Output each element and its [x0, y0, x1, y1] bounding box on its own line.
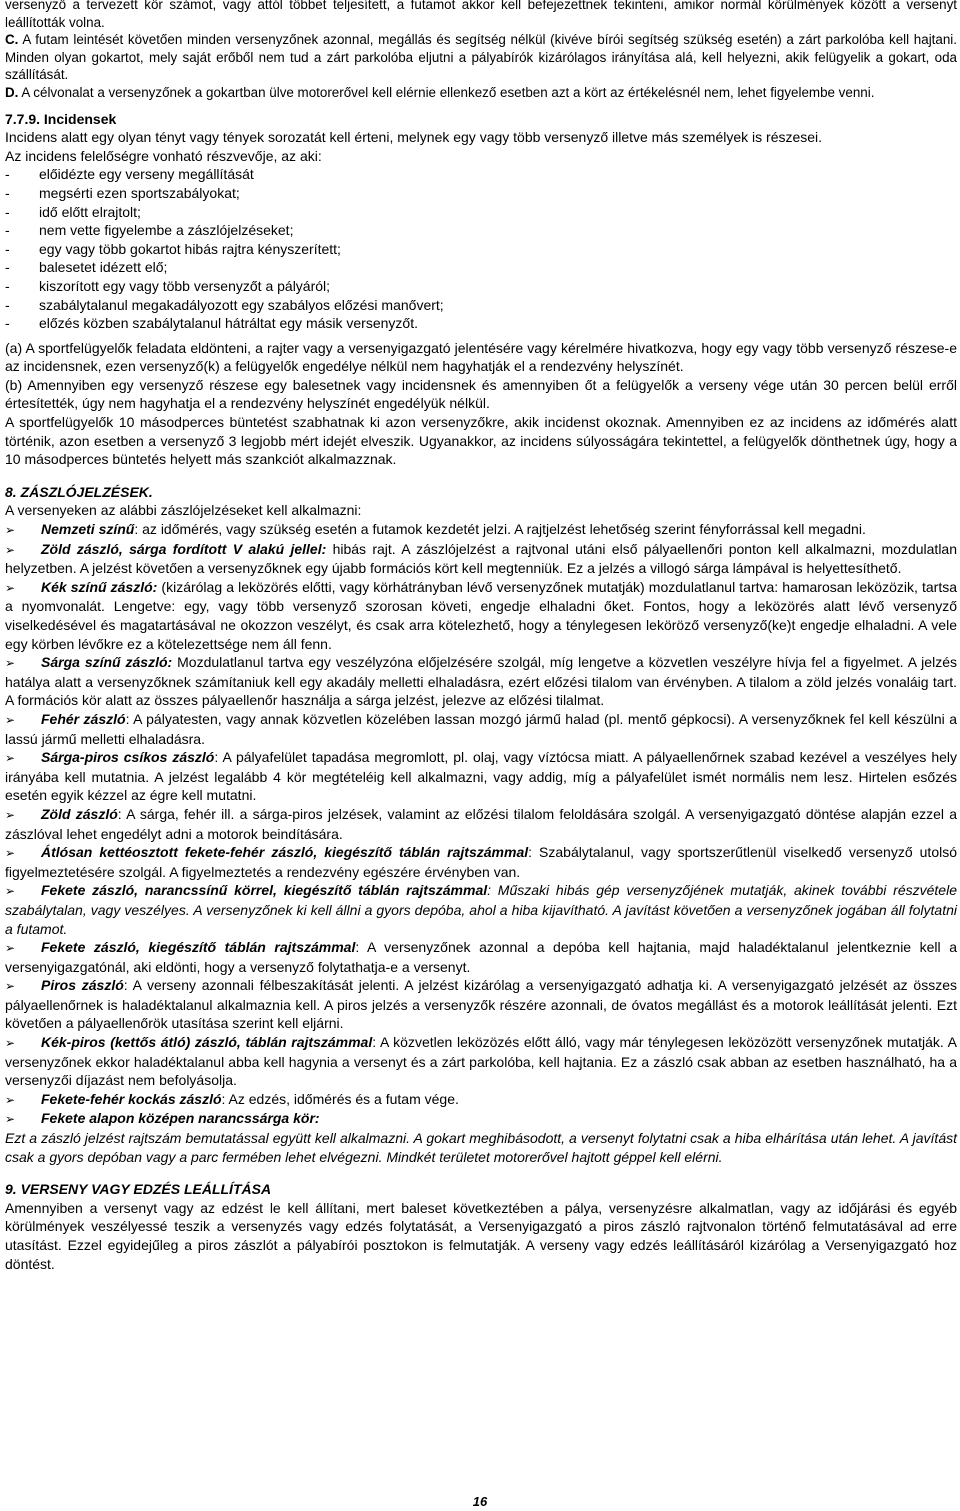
incident-list-item	[5, 203, 957, 222]
flag-description: : A sárga, fehér ill. a sárga-piros jelzések, valamint az előzési tilalom feloldására szolgál. A versenyigazgató döntése alapján ezzel a zászlóval lehet engedélyt adni a motorok beindítására.	[5, 805, 957, 842]
flag-item	[5, 1109, 957, 1129]
incident-item-text: egy vagy több gokartot hibás rajtra kényszerített;	[39, 240, 341, 257]
label-d: D.	[5, 84, 19, 100]
top-section	[5, 0, 957, 102]
incident-item-text: nem vette figyelembe a zászlójelzéseket;	[39, 222, 294, 239]
c-text: A futam leintését követően minden versenyzőnek azonnal, megállás és segítség nélkül (kivéve bírói segítség szükség esetén) a zárt parkolóba kell hajtani.	[22, 32, 957, 48]
incident-list-item	[5, 221, 957, 240]
dash-bullet: -	[5, 203, 10, 220]
c-text2: Minden olyan gokartot, mely saját erőből nem tud a zárt parkolóba eljutni a pályabírók kizárólagos irányítása alá, kell helyezni, akik felügyelik a gokart, oda szállítását.	[5, 49, 957, 83]
incidents-intro: Az incidens felelőségre vonható részvevője, az aki:	[5, 147, 322, 164]
paragraph-race-finish: versenyző a tervezett kör számot, vagy attól többet teljesített, a futamot akkor kell befejezettnek tekinteni, amikor normál körülmények között a versenyt leállították volna.	[5, 0, 957, 30]
flag-item	[5, 976, 957, 1033]
black-orange-note: Ezt a zászló jelzést rajtszám bemutatással együtt kell alkalmazni. A gokart meghibásodott, a versenyt folytatni csak a hiba elhárítása után lehet. A javítást csak a gyors depóban vagy a parc fermében lehet elvégezni. Mindkét területet motorerővel hajtott géppel kell elérni.	[5, 1130, 957, 1165]
flag-description: Mozdulatlanul tartva egy veszélyzóna előjelzésére szolgál, míg lengetve a közvetlen veszélyre hívja fel a figyelmet. A jelzés hatálya alatt a versenyzőknek számítaniuk kell egy akadály melletti elhaladásra, ezért előzési tilalom van érvényben. A tilalom a zöld jelzés vonaláig tart. A formációs kör alatt az összes pályaellenőr használja a sárga jelzést, jelezve az előzési tilalmat.	[5, 654, 957, 709]
flag-name: Fekete-fehér kockás zászló	[41, 1090, 222, 1107]
incident-list-item	[5, 165, 957, 184]
stop-text: Amennyiben a versenyt vagy az edzést le kell állítani, mert baleset következtében a pálya, versenyzésre alkalmatlan, vagy az időjárási és egyéb körülmények veszélyessé teszik a versenyzés vagy edzés folytatását, a Versenyigazgató a piros zászló rajtvonalon történő felmutatásával ad erre utasítást. Ezzel egyidejűleg a piros zászlót a pályabírói posztokon is felmutatják. A verseny vagy edzés leállításáról kizárólag a Versenyigazgató hoz döntést.	[5, 1199, 957, 1272]
flag-item	[5, 540, 957, 578]
arrow-bullet-icon: ➢	[5, 807, 16, 822]
flag-description: : A pályafelület tapadása megromlott, pl. olaj, vagy víztócsa miatt. A pályaellenőrnek szabad kezével a veszélyes hely irányába kell mutatnia. A jelzést legalább 4 kör megtételéig kell alkalmazni, vagy addig, míg a pályafelület ismét normális nem lesz. Hirtelen esőzés esetén egyik kézzel az égre kell mutatni.	[5, 749, 957, 804]
flag-name: Sárga-piros csíkos zászló	[41, 749, 215, 766]
dash-bullet: -	[5, 240, 10, 257]
incidents-section	[5, 110, 957, 1274]
flag-description: : Műszaki hibás gép versenyzőjének mutatják, akinek további részvétele szabálytalan, vagy veszélyes. A versenyzőnek ki kell állni a gyors depóba, ahol a hiba kijavítható. A javítást követően a versenyzőnek jogában áll folytatni a futamot.	[5, 882, 957, 937]
flag-name: Kék-piros (kettős átló) zászló, táblán rajtszámmal	[41, 1034, 373, 1051]
incident-list-item	[5, 314, 957, 333]
flag-item	[5, 881, 957, 938]
incident-list-item	[5, 258, 957, 277]
flag-description: : Szabálytalanul, vagy sportszerűtlenül viselkedő versenyző utolsó figyelmeztetésére szolgál. A figyelmeztetés a rendezvény egészére érvényben van.	[5, 844, 957, 880]
flag-name: Fekete alapon középen narancssárga kör:	[41, 1110, 320, 1127]
dash-bullet: -	[5, 184, 10, 201]
flag-description: : A verseny azonnali félbeszakítását jelenti. A jelzést kizárólag a versenyigazgató adhatja ki. A versenyigazgató jelzését az összes pályaellenőrnek is haladéktalanul alkalmaznia kell. A piros jelzés a versenyzők részére azonnali, de óvatos megállást és a motorok leállítását jelenti. Ezt követően a pályaellenőrök utasítása szerint kell eljárni.	[5, 977, 957, 1032]
label-c: C.	[5, 32, 19, 48]
flag-item	[5, 938, 957, 976]
flag-item	[5, 710, 957, 748]
flag-description: : Az edzés, időmérés és a futam vége.	[221, 1090, 459, 1107]
arrow-bullet-icon: ➢	[5, 580, 16, 595]
incident-item-text: előidézte egy verseny megállítását	[39, 166, 254, 183]
flag-item	[5, 805, 957, 843]
flag-name: Zöld zászló, sárga fordított V alakú jellel:	[41, 540, 327, 557]
incidents-a: (a) A sportfelügyelők feladata eldönteni, a rajter vagy a versenyigazgató jelentésére vagy kérelmére hivatkozva, hogy egy vagy több versenyző részese-e az incidensnek, ezen versenyző(k) a felügyelők engedélye nélkül nem hagyhatják el a rendezvény helyszínét.	[5, 339, 957, 375]
arrow-bullet-icon: ➢	[5, 1036, 16, 1051]
dash-bullet: -	[5, 277, 10, 294]
paragraph-d	[5, 84, 957, 102]
flag-item	[5, 653, 957, 710]
flags-intro: A versenyeken az alábbi zászlójelzéseket kell alkalmazni:	[5, 502, 362, 519]
flag-description: : A közvetlen leközözés előtt álló, vagy már ténylegesen leközözött versenyzőnek mutatják. A versenyzőnek ekkor haladéktalanul abba kell hagynia a versenyt és a zárt parkolóba, kell hajtania. Ez a zászló csak abban az esetben használható, ha a versenyzői díjazást nem befolyásolja.	[5, 1034, 957, 1089]
flag-item	[5, 748, 957, 805]
incident-list-item	[5, 296, 957, 315]
flag-item	[5, 1033, 957, 1090]
flag-description: : A versenyzőnek azonnal a depóba kell hajtania, majd haladéktalanul jelentkeznie kell a versenyigazgatónál, aki eldönti, hogy a versenyző folytathatja-e a versenyt.	[5, 939, 957, 975]
dash-bullet: -	[5, 315, 10, 332]
flag-item	[5, 843, 957, 881]
incident-item-text: szabálytalanul megakadályozott egy szabályos előzési manővert;	[39, 296, 444, 313]
flag-name: Zöld zászló	[41, 805, 118, 822]
flag-name: Sárga színű zászló:	[41, 654, 173, 671]
d-text: A célvonalat a versenyzőnek a gokartban ülve motorerővel kell elérnie ellenkező esetben azt a kört az értékelésnél nem, lehet figyelembe venni.	[21, 84, 875, 100]
document-page	[5, 0, 957, 1273]
arrow-bullet-icon: ➢	[5, 846, 16, 861]
incident-item-text: idő előtt elrajtolt;	[39, 203, 141, 220]
flag-name: Piros zászló	[41, 977, 124, 994]
dash-bullet: -	[5, 296, 10, 313]
flag-list	[5, 520, 957, 1129]
incidents-penalty: A sportfelügyelők 10 másodperces büntetést szabhatnak ki azon versenyzőkre, akik incidenst okoznak. Amennyiben ez az incidens az időmérés alatt történik, azon esetben a versenyző 3 legjobb mért idejét elveszik. Ugyanakkor, az incidens súlyosságára tekintettel, a felügyelők dönthetnek úgy, hogy a 10 másodperces büntetés helyett más szankciót alkalmazznak.	[5, 414, 957, 468]
flag-name: Kék színű zászló:	[41, 578, 158, 595]
flag-item	[5, 578, 957, 653]
flag-name: Fehér zászló	[41, 710, 126, 727]
stop-heading: 9. VERSENY VAGY EDZÉS LEÁLLÍTÁSA	[5, 1181, 272, 1198]
flag-description: hibás rajt. A zászlójelzést a rajtvonal utáni első pályaellenőri ponton kell alkalmazni, mozdulatlan helyzetben. A jelzést követően a versenyzőknek egy újabb formációs kört kell megtenniük. Ez a jelzés a villogó sárga lámpával is helyettesíthető.	[5, 540, 957, 577]
flag-name: Nemzeti színű	[41, 521, 135, 538]
flag-item	[5, 520, 957, 540]
incident-list-item	[5, 240, 957, 259]
incidents-heading: 7.7.9. Incidensek	[5, 110, 117, 127]
incident-item-text: kiszorított egy vagy több versenyzőt a pályáról;	[39, 277, 331, 294]
arrow-bullet-icon: ➢	[5, 712, 16, 727]
flag-description: : az időmérés, vagy szükség esetén a futamok kezdetét jelzi. A rajtjelzést lehetőség szerint fényforrással kell megadni.	[134, 521, 866, 538]
dash-bullet: -	[5, 259, 10, 276]
arrow-bullet-icon: ➢	[5, 941, 16, 956]
flag-description: : A pályatesten, vagy annak közvetlen közelében lassan mozgó jármű halad (pl. mentő gépkocsi). A versenyzőknek fel kell készülni a lassú jármű melletti elhaladásra.	[5, 710, 957, 747]
flag-item	[5, 1090, 957, 1110]
page-number: 16	[472, 1494, 488, 1509]
arrow-bullet-icon: ➢	[5, 523, 16, 538]
arrow-bullet-icon: ➢	[5, 1112, 16, 1127]
arrow-bullet-icon: ➢	[5, 751, 16, 766]
incident-list	[5, 165, 957, 332]
flag-description: (kizárólag a leközörés előtti, vagy körhátrányban lévő versenyzőnek mutatják) mozdulatlanul tartva: hamarosan leközözik, tartsa a nyomvonalát. Lengetve: egy, vagy több versenyző szorosan követi, engedje elhaladni őket. Fontos, hogy a leközörés alatt lévő versenyző viselkedésével és magatartásával ne okozzon veszélyt, és csak arra kötelezhető, hogy a ténylegesen leköröző versenyző(ke)t engedje elhaladni. A vele egy körben lévőkre ez a kötelezettsége nem áll fenn.	[5, 578, 957, 652]
incident-item-text: megsérti ezen sportszabályokat;	[39, 184, 240, 201]
incident-list-item	[5, 184, 957, 203]
flag-name: Átlósan kettéosztott fekete-fehér zászló, kiegészítő táblán rajtszámmal	[41, 844, 529, 861]
dash-bullet: -	[5, 166, 10, 183]
incident-list-item	[5, 277, 957, 296]
incidents-b: (b) Amennyiben egy versenyző részese egy balesetnek vagy incidensnek és amennyiben őt a felügyelők a verseny vége után 30 percen belül erről értesítették, úgy nem hagyhatja el a rendezvény helyszínét engedélyük nélkül.	[5, 376, 957, 412]
arrow-bullet-icon: ➢	[5, 656, 16, 671]
arrow-bullet-icon: ➢	[5, 979, 16, 994]
arrow-bullet-icon: ➢	[5, 1092, 16, 1107]
flag-name: Fekete zászló, kiegészítő táblán rajtszámmal	[41, 939, 356, 956]
arrow-bullet-icon: ➢	[5, 542, 16, 557]
incident-item-text: balesetet idézett elő;	[39, 259, 168, 276]
dash-bullet: -	[5, 222, 10, 239]
flags-heading: 8. ZÁSZLÓJELZÉSEK.	[5, 483, 153, 500]
paragraph-c	[5, 31, 957, 84]
incident-item-text: előzés közben szabálytalanul hátráltat egy másik versenyzőt.	[39, 315, 418, 332]
flag-name: Fekete zászló, narancssínű körrel, kiegészítő táblán rajtszámmal	[41, 882, 488, 899]
incidents-definition: Incidens alatt egy olyan tényt vagy tények sorozatát kell érteni, melynek egy vagy több versenyző illetve más személyek is részesei.	[5, 129, 823, 146]
arrow-bullet-icon: ➢	[5, 884, 16, 899]
